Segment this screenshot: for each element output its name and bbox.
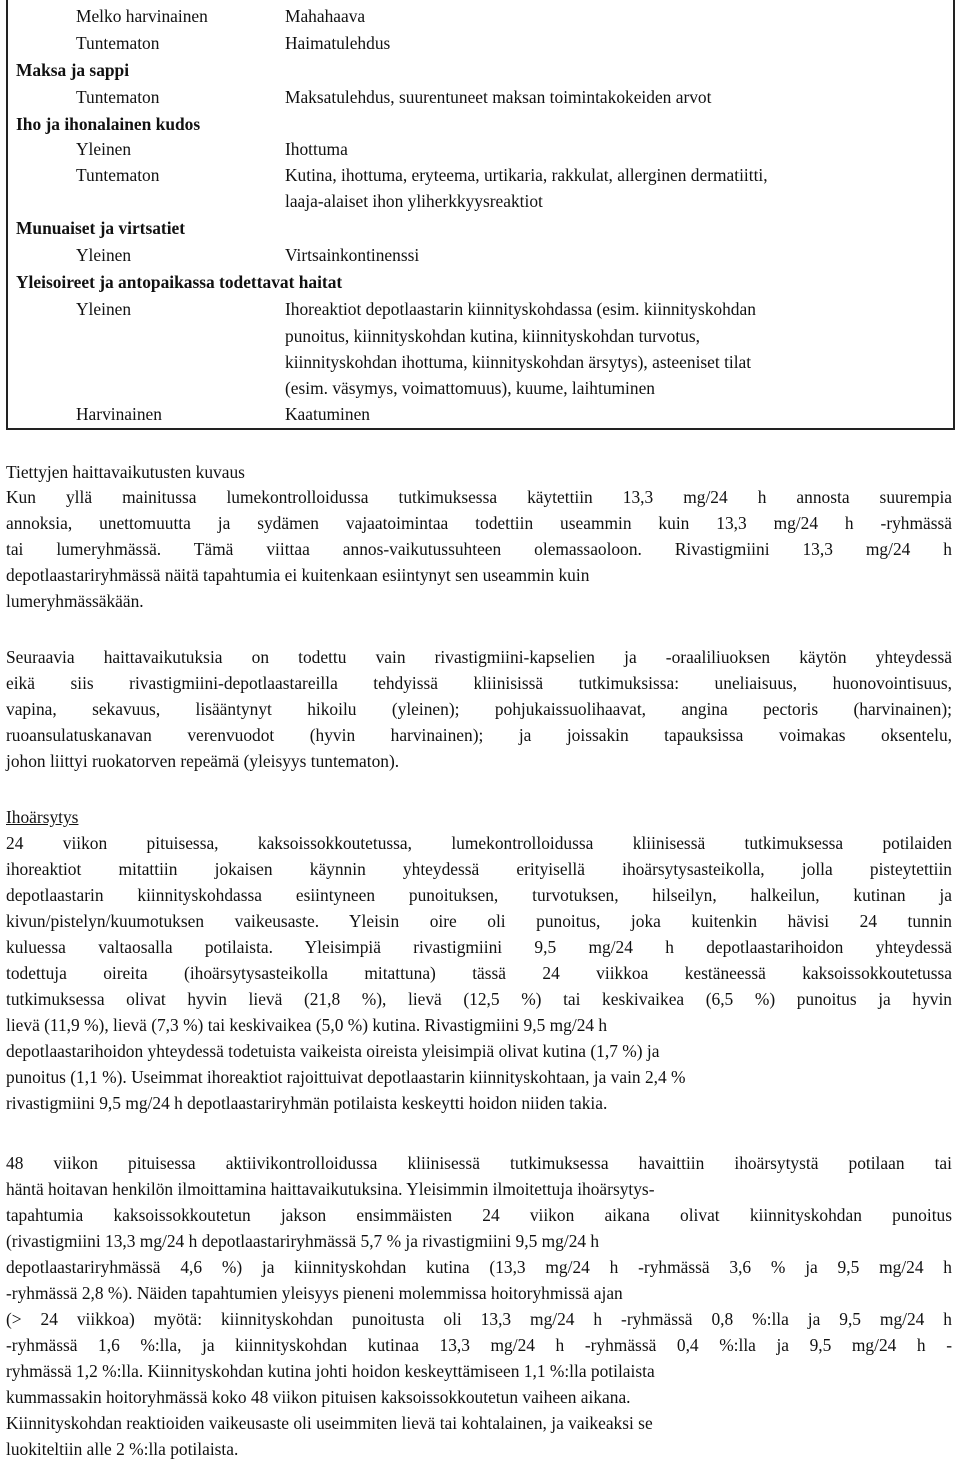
paragraph-line: häntä hoitavan henkilön ilmoittamina haittavaikutuksina. Yleisimmin ilmoitettuja ihoärsytys- xyxy=(6,1179,655,1199)
paragraph-line: 24 viikon pituisessa, kaksoissokkoutetussa, lumekontrolloidussa kliinisessä tutkimuksessa potilaiden xyxy=(6,833,952,853)
paragraph-line: -ryhmässä 2,8 %). Näiden tapahtumien yleisyys pieneni molemmissa hoitoryhmissä ajan xyxy=(6,1283,623,1303)
table-effect-continued: (esim. väsymys, voimattomuus), kuume, laihtuminen xyxy=(285,378,655,398)
paragraph-line: eikä siis rivastigmiini-depotlaastareilla tehdyissä kliinisissä tutkimuksissa: uneliaisuus, huonovointisuus, xyxy=(6,673,952,693)
table-effect: Mahahaava xyxy=(285,6,366,26)
table-frequency: Harvinainen xyxy=(76,404,162,424)
table-effect: Ihottuma xyxy=(285,139,348,159)
paragraph-capsule-effects xyxy=(6,644,952,774)
table-frequency: Yleinen xyxy=(76,299,132,319)
section-heading: Tiettyjen haittavaikutusten kuvaus xyxy=(6,462,245,482)
table-frequency: Tuntematon xyxy=(76,87,160,107)
table-frequency: Melko harvinainen xyxy=(76,6,208,26)
paragraph-line: (rivastigmiini 13,3 mg/24 h depotlaastariryhmässä 5,7 % ja rivastigmiini 9,5 mg/24 h xyxy=(6,1231,600,1251)
table-frequency: Yleinen xyxy=(76,245,132,265)
paragraph-line: annoksia, unettomuutta ja sydämen vajaatoimintaa todettiin useammin kuin 13,3 mg/24 h -ryhmässä xyxy=(6,513,952,533)
paragraph-line: depotlaastarihoidon yhteydessä todetuista vaikeista oireista yleisimpiä olivat kutina (1,7 %) ja xyxy=(6,1041,660,1061)
paragraph-line: tai lumeryhmässä. Tämä viittaa annos-vaikutussuhteen olemassaoloon. Rivastigmiini 13,3 mg/24 h xyxy=(6,539,952,559)
paragraph-line: luokiteltiin alle 2 %:lla potilaista. xyxy=(6,1439,239,1459)
paragraph-line: rivastigmiini 9,5 mg/24 h depotlaastariryhmän potilaista keskeytti hoidon niiden takia. xyxy=(6,1093,608,1113)
paragraph-line: -ryhmässä 1,6 %:lla, ja kiinnityskohdan kutinaa 13,3 mg/24 h -ryhmässä 0,4 %:lla ja 9,5 mg/24 h - xyxy=(6,1335,952,1355)
table-effect: Maksatulehdus, suurentuneet maksan toimintakokeiden arvot xyxy=(285,87,712,107)
paragraph-line: Seuraavia haittavaikutuksia on todettu vain rivastigmiini-kapselien ja -oraaliliuoksen käytön yhteydessä xyxy=(6,647,952,667)
paragraph-line: ruoansulatuskanavan verenvuodot (hyvin harvinainen); ja joissakin tapauksissa voimakas oksentelu, xyxy=(6,725,952,745)
table-effect-continued: kiinnityskohdan ihottuma, kiinnityskohdan ärsytys), asteeniset tilat xyxy=(285,352,752,372)
table-category: Yleisoireet ja antopaikassa todettavat haitat xyxy=(16,272,343,292)
table-category: Iho ja ihonalainen kudos xyxy=(16,114,201,134)
paragraph-line: ihoreaktiot mitattiin jokaisen käynnin yhteydessä erityisellä ihoärsytysasteikolla, jolla pisteytettiin xyxy=(6,859,952,879)
paragraph-line: tapahtumia kaksoissokkoutetun jakson ensimmäisten 24 viikon aikana olivat kiinnityskohdan punoitus xyxy=(6,1205,952,1225)
paragraph-line: depotlaastariryhmässä 4,6 %) ja kiinnityskohdan kutina (13,3 mg/24 h -ryhmässä 3,6 % ja 9,5 mg/24 h xyxy=(6,1257,952,1277)
paragraph-line: Kun yllä mainitussa lumekontrolloidussa tutkimuksessa käytettiin 13,3 mg/24 h annosta suurempia xyxy=(6,487,952,507)
paragraph-48-week-study xyxy=(6,1150,952,1462)
paragraph-line: kummassakin hoitoryhmässä koko 48 viikon pituisen kaksoissokkoutetun vaiheen aikana. xyxy=(6,1387,631,1407)
table-effect: Kaatuminen xyxy=(285,404,370,424)
table-category: Maksa ja sappi xyxy=(16,60,130,80)
paragraph-line: punoitus (1,1 %). Useimmat ihoreaktiot rajoittuivat depotlaastarin kiinnityskohtaan, ja vain 2,4 % xyxy=(6,1067,686,1087)
table-effect-continued: laaja-alaiset ihon yliherkkyysreaktiot xyxy=(285,191,543,211)
paragraph-line: ryhmässä 1,2 %:lla. Kiinnityskohdan kutina johti hoidon keskeyttämiseen 1,1 %:lla potilaista xyxy=(6,1361,655,1381)
paragraph-line: kivun/pistelyn/kuumotuksen vaikeusaste. Yleisin oire oli punoitus, joka kuitenkin hävisi 24 tunnin xyxy=(6,911,952,931)
table-category: Munuaiset ja virtsatiet xyxy=(16,218,186,238)
paragraph-line: lievä (11,9 %), lievä (7,3 %) tai keskivaikea (5,0 %) kutina. Rivastigmiini 9,5 mg/24 h xyxy=(6,1015,608,1035)
section-heading-ihoarsytys: Ihoärsytys xyxy=(6,807,79,827)
paragraph-line: tutkimuksessa olivat hyvin lievä (21,8 %), lievä (12,5 %) tai keskivaikea (6,5 %) punoitus ja hyvin xyxy=(6,989,952,1009)
table-effect-continued: punoitus, kiinnityskohdan kutina, kiinnityskohdan turvotus, xyxy=(285,326,700,346)
table-frequency: Yleinen xyxy=(76,139,132,159)
table-frequency: Tuntematon xyxy=(76,33,160,53)
paragraph-line: johon liittyi ruokatorven repeämä (yleisyys tuntematon). xyxy=(6,751,400,771)
table-frequency: Tuntematon xyxy=(76,165,160,185)
paragraph-line: depotlaastariryhmässä näitä tapahtumia ei kuitenkaan esiintynyt sen useammin kuin xyxy=(6,565,590,585)
paragraph-line: (> 24 viikkoa) myötä: kiinnityskohdan punoitusta oli 13,3 mg/24 h -ryhmässä 0,8 %:lla ja 9,5 mg/24 h xyxy=(6,1309,952,1329)
paragraph-line: Kiinnityskohdan reaktioiden vaikeusaste oli useimmiten lievä tai kohtalainen, ja vaikeaksi se xyxy=(6,1413,653,1433)
paragraph-line: 48 viikon pituisessa aktiivikontrolloidussa kliinisessä tutkimuksessa havaittiin ihoärsytystä potilaan tai xyxy=(6,1153,952,1173)
paragraph-line: lumeryhmässäkään. xyxy=(6,591,144,611)
paragraph-line: depotlaastarin kiinnityskohdassa esiintyneen punoituksen, turvotuksen, hilseilyn, halkeilun, kutinan ja xyxy=(6,885,952,905)
paragraph-description xyxy=(6,484,952,614)
table-effect: Haimatulehdus xyxy=(285,33,391,53)
paragraph-line: todettuja oireita (ihoärsytysasteikolla mitattuna) tässä 24 viikkoa kestäneessä kaksoissokkoutetussa xyxy=(6,963,952,983)
paragraph-line: kuluessa valtaosalla potilaista. Yleisimpiä rivastigmiini 9,5 mg/24 h depotlaastarihoidon yhteydessä xyxy=(6,937,952,957)
paragraph-line: vapina, sekavuus, lisääntynyt hikoilu (yleinen); pohjukaissuolihaavat, angina pectoris (harvinainen); xyxy=(6,699,952,719)
paragraph-skin-irritation xyxy=(6,830,952,1116)
table-effect: Ihoreaktiot depotlaastarin kiinnityskohdassa (esim. kiinnityskohdan xyxy=(285,299,756,319)
table-effect: Virtsainkontinenssi xyxy=(285,245,420,265)
table-effect: Kutina, ihottuma, eryteema, urtikaria, rakkulat, allerginen dermatiitti, xyxy=(285,165,768,185)
